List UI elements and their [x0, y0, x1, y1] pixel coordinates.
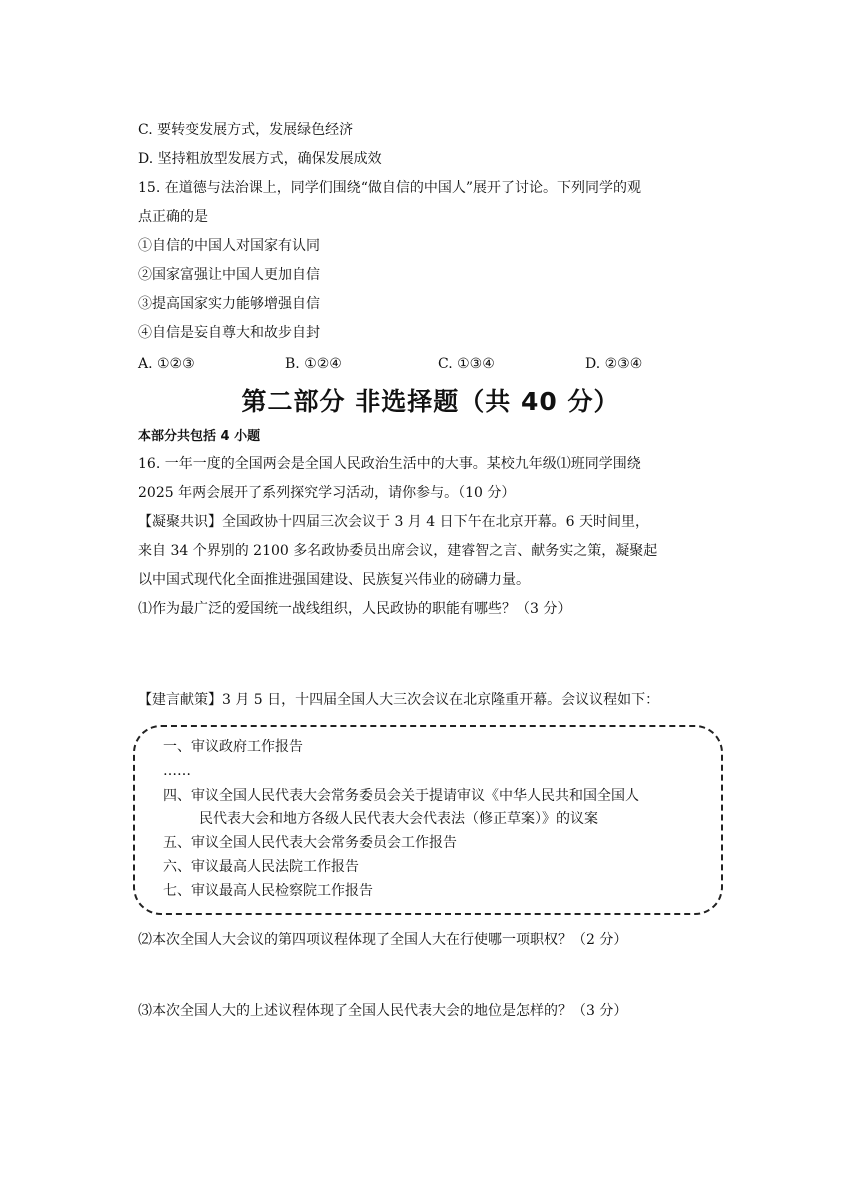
q15-stem-line2: 点正确的是 — [138, 209, 208, 225]
q16-sub2: ⑵本次全国人大会议的第四项议程体现了全国人大在行使哪一项职权？（2 分） — [138, 932, 628, 948]
q15-option-c: C. ①③④ — [438, 356, 495, 372]
q16-stem-line2: 2025 年两会展开了系列探究学习活动，请你参与。（10 分） — [138, 485, 516, 501]
q15-option-b: B. ①②④ — [285, 356, 342, 372]
q15-option-d: D. ②③④ — [585, 356, 643, 372]
q16-consensus-line3: 以中国式现代化全面推进强国建设、民族复兴伟业的磅礴力量。 — [138, 572, 530, 588]
agenda-item-4-line1: 四、审议全国人民代表大会常务委员会关于提请审议《中华人民共和国全国人 — [163, 788, 639, 804]
agenda-item-7: 七、审议最高人民检察院工作报告 — [163, 883, 373, 899]
q16-advice-line: 【建言献策】3 月 5 日，十四届全国人大三次会议在北京隆重开幕。会议议程如下： — [138, 692, 660, 708]
q15-item-1: ①自信的中国人对国家有认同 — [138, 238, 320, 254]
q15-item-2: ②国家富强让中国人更加自信 — [138, 267, 320, 283]
q15-option-a: A. ①②③ — [138, 356, 195, 372]
part2-title: 第二部分 非选择题（共 40 分） — [241, 387, 620, 416]
q16-sub1: ⑴作为最广泛的爱国统一战线组织，人民政协的职能有哪些？（3 分） — [138, 601, 572, 617]
part2-subtitle: 本部分共包括 4 小题 — [138, 429, 261, 444]
q16-consensus-line2: 来自 34 个界别的 2100 多名政协委员出席会议，建睿智之言、献务实之策，凝聚起 — [138, 543, 658, 559]
q15-item-3: ③提高国家实力能够增强自信 — [138, 296, 320, 312]
q14-option-c: C. 要转变发展方式，发展绿色经济 — [138, 122, 354, 138]
agenda-item-4-line2: 民代表大会和地方各级人民代表大会代表法（修正草案）》的议案 — [199, 811, 598, 827]
agenda-item-1: 一、审议政府工作报告 — [163, 739, 303, 755]
q16-sub3: ⑶本次全国人大的上述议程体现了全国人民代表大会的地位是怎样的？（3 分） — [138, 1003, 628, 1019]
agenda-item-5: 五、审议全国人民代表大会常务委员会工作报告 — [163, 835, 457, 851]
q14-option-d: D. 坚持粗放型发展方式，确保发展成效 — [138, 151, 382, 167]
agenda-ellipsis: …… — [163, 763, 191, 779]
q16-consensus-line1: 【凝聚共识】全国政协十四届三次会议于 3 月 4 日下午在北京开幕。6 天时间里， — [138, 514, 649, 530]
q15-item-4: ④自信是妄自尊大和故步自封 — [138, 325, 320, 341]
agenda-item-6: 六、审议最高人民法院工作报告 — [163, 859, 359, 875]
q15-stem-line1: 15. 在道德与法治课上，同学们围绕“做自信的中国人”展开了讨论。下列同学的观 — [138, 180, 642, 196]
q16-stem-line1: 16. 一年一度的全国两会是全国人民政治生活中的大事。某校九年级⑴班同学围绕 — [138, 456, 641, 472]
